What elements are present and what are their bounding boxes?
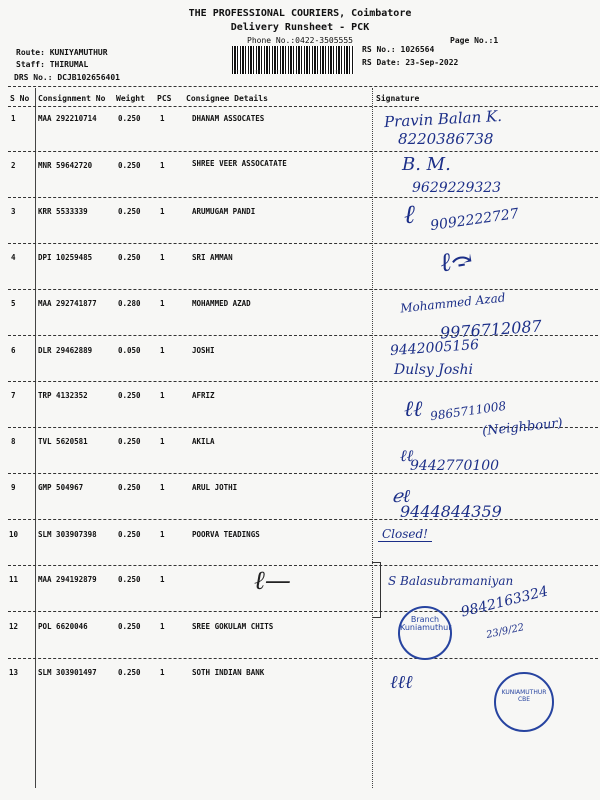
row-weight: 0.250	[118, 575, 141, 584]
company-title: THE PROFESSIONAL COURIERS, Coimbatore	[188, 8, 412, 19]
signature-row2-phone: 9629229323	[412, 180, 502, 196]
rs-date-row	[362, 58, 458, 67]
col-header-consignee: Consignee Details	[186, 94, 268, 103]
row-pcs: 1	[160, 483, 165, 492]
signature-row1-phone: 8220386738	[398, 130, 494, 148]
signature-row3-mark: ℓ	[404, 200, 415, 230]
staff-label: Staff:	[16, 60, 45, 69]
col-header-sno: S No	[10, 94, 30, 103]
rs-no-value: 1026564	[400, 45, 435, 54]
col-header-consignment: Consignment No	[38, 94, 106, 103]
row-divider	[8, 565, 598, 566]
signature-row12-phone: 9842163324	[459, 583, 550, 621]
row-consignee: JOSHI	[192, 346, 215, 355]
row-consignee: MOHAMMED AZAD	[192, 299, 251, 308]
row-consignee: DHANAM ASSOCATES	[192, 114, 265, 123]
office-stamp-text: KUNIAMUTHUR CBE	[501, 689, 547, 703]
row-sno: 1	[11, 114, 16, 123]
row-consignment: DLR 29462889	[38, 346, 93, 355]
row-consignment: MAA 292741877	[38, 299, 97, 308]
branch-stamp-text: Branch Kuniamuthur	[400, 615, 452, 633]
row-divider	[8, 197, 598, 198]
row-consignee: POORVA TEADINGS	[192, 530, 260, 539]
signature-row4-mark: ℓ⤼	[437, 243, 475, 279]
row-consignment: MAA 294192879	[38, 575, 97, 584]
row-consignee: SREE GOKULAM CHITS	[192, 622, 274, 631]
rs-no-label: RS No.:	[362, 45, 396, 54]
row-divider	[8, 381, 598, 382]
row-pcs: 1	[160, 622, 165, 631]
signature-row11-name: S Balasubramaniyan	[388, 574, 514, 588]
signature-row3-phone: 9092222727	[429, 205, 520, 235]
staff-value: THIRUMAL	[49, 60, 89, 69]
row-weight: 0.250	[118, 483, 141, 492]
row-pcs: 1	[160, 253, 165, 262]
row-weight: 0.280	[118, 299, 141, 308]
row-weight: 0.250	[118, 114, 141, 123]
col-header-signature: Signature	[376, 94, 420, 103]
row-pcs: 1	[160, 391, 165, 400]
row-consignment: DPI 10259485	[38, 253, 93, 262]
row-weight: 0.250	[118, 253, 141, 262]
signature-row7-note: (Neighbour)	[481, 415, 564, 440]
page-number: Page No.:1	[450, 36, 499, 45]
row-consignment: KRR 5533339	[38, 207, 88, 216]
row-consignment: SLM 303901497	[38, 668, 97, 677]
col-header-weight: Weight	[116, 94, 145, 103]
phone-number: Phone No.:0422-3505555	[247, 36, 353, 45]
row-consignment: MNR 59642720	[38, 161, 93, 170]
signature-row9-mark: ℯℓ	[392, 486, 411, 507]
signature-row12-date: 23/9/22	[485, 622, 526, 641]
signature-row6-name: Dulsy Joshi	[394, 362, 473, 378]
row-pcs: 1	[160, 437, 165, 446]
row-sno: 3	[11, 207, 16, 216]
row-sno: 2	[11, 161, 16, 170]
signature-row5-phone: 9976712087	[439, 316, 543, 343]
drs-row	[14, 73, 120, 82]
signature-row13-mark: ℓℓℓ	[390, 672, 413, 693]
row-pcs: 1	[160, 207, 165, 216]
row-consignment: TVL 5620581	[38, 437, 88, 446]
row-divider	[8, 243, 598, 244]
barcode	[232, 46, 354, 74]
route-label: Route:	[16, 48, 45, 57]
row-pcs: 1	[160, 668, 165, 677]
row-sno: 12	[9, 622, 19, 631]
row-pcs: 1	[160, 161, 165, 170]
row-sno: 10	[9, 530, 19, 539]
signature-row7-phone: 9865711008	[429, 398, 507, 424]
signature-row7-mark: ℓℓ	[404, 397, 423, 422]
row-pcs: 1	[160, 346, 165, 355]
row-weight: 0.050	[118, 346, 141, 355]
rs-no-row	[362, 45, 434, 54]
row-pcs: 1	[160, 299, 165, 308]
row-weight: 0.250	[118, 207, 141, 216]
drs-value: DCJB102656401	[57, 73, 120, 82]
row-divider	[8, 106, 598, 107]
col-divider	[35, 88, 36, 788]
row-consignee: AKILA	[192, 437, 215, 446]
row-consignment: TRP 4132352	[38, 391, 88, 400]
signature-row8-mark: ℓℓ	[400, 446, 414, 465]
row-consignee: SRI AMMAN	[192, 253, 233, 262]
row-consignee: AFRIZ	[192, 391, 215, 400]
row-consignment: SLM 303907398	[38, 530, 97, 539]
row-consignment: MAA 292210714	[38, 114, 97, 123]
row-divider	[8, 86, 598, 87]
row-weight: 0.250	[118, 530, 141, 539]
rs-date-value: 23-Sep-2022	[405, 58, 459, 67]
row-divider	[8, 519, 598, 520]
route-row	[16, 48, 108, 57]
row-sno: 6	[11, 346, 16, 355]
signature-row9-phone: 9444844359	[400, 502, 502, 521]
row-divider	[8, 611, 598, 612]
signature-row10-note: Closed!	[378, 527, 432, 542]
drs-label: DRS No.:	[14, 73, 53, 82]
signature-row8-phone: 9442770100	[410, 458, 500, 474]
row-weight: 0.250	[118, 437, 141, 446]
signature-row5-name: Mohammed Azad	[399, 290, 507, 316]
row-sno: 7	[11, 391, 16, 400]
row-pcs: 1	[160, 114, 165, 123]
signature-row11-scribble: ℓ—	[254, 566, 291, 596]
row-weight: 0.250	[118, 161, 141, 170]
row-weight: 0.250	[118, 668, 141, 677]
col-divider	[372, 88, 373, 788]
row-sno: 5	[11, 299, 16, 308]
col-header-pcs: PCS	[157, 94, 172, 103]
row-divider	[8, 289, 598, 290]
signature-row6-phone: 9442005156	[389, 336, 480, 360]
route-value: KUNIYAMUTHUR	[49, 48, 108, 57]
row-sno: 11	[9, 575, 19, 584]
row-sno: 9	[11, 483, 16, 492]
row-divider	[8, 151, 598, 152]
row-pcs: 1	[160, 530, 165, 539]
row-divider	[8, 473, 598, 474]
row-pcs: 1	[160, 575, 165, 584]
office-stamp	[494, 672, 554, 732]
document-title: Delivery Runsheet - PCK	[230, 22, 370, 33]
row-consignee: SOTH INDIAN BANK	[192, 668, 265, 677]
signature-row2-name: B. M.	[402, 154, 451, 175]
row-consignee: SHREE VEER ASSOCATATE	[192, 159, 287, 168]
row-divider	[8, 658, 598, 659]
bracket-mark	[372, 562, 381, 618]
branch-stamp	[398, 606, 452, 660]
row-consignee: ARUMUGAM PANDI	[192, 207, 256, 216]
row-weight: 0.250	[118, 622, 141, 631]
row-weight: 0.250	[118, 391, 141, 400]
row-consignment: GMP 504967	[38, 483, 84, 492]
row-consignee: ARUL JOTHI	[192, 483, 238, 492]
signature-row1-name: Pravin Balan K.	[383, 106, 503, 132]
row-sno: 8	[11, 437, 16, 446]
row-sno: 13	[9, 668, 19, 677]
row-consignment: POL 6620046	[38, 622, 88, 631]
rs-date-label: RS Date:	[362, 58, 401, 67]
staff-row	[16, 60, 88, 69]
row-sno: 4	[11, 253, 16, 262]
